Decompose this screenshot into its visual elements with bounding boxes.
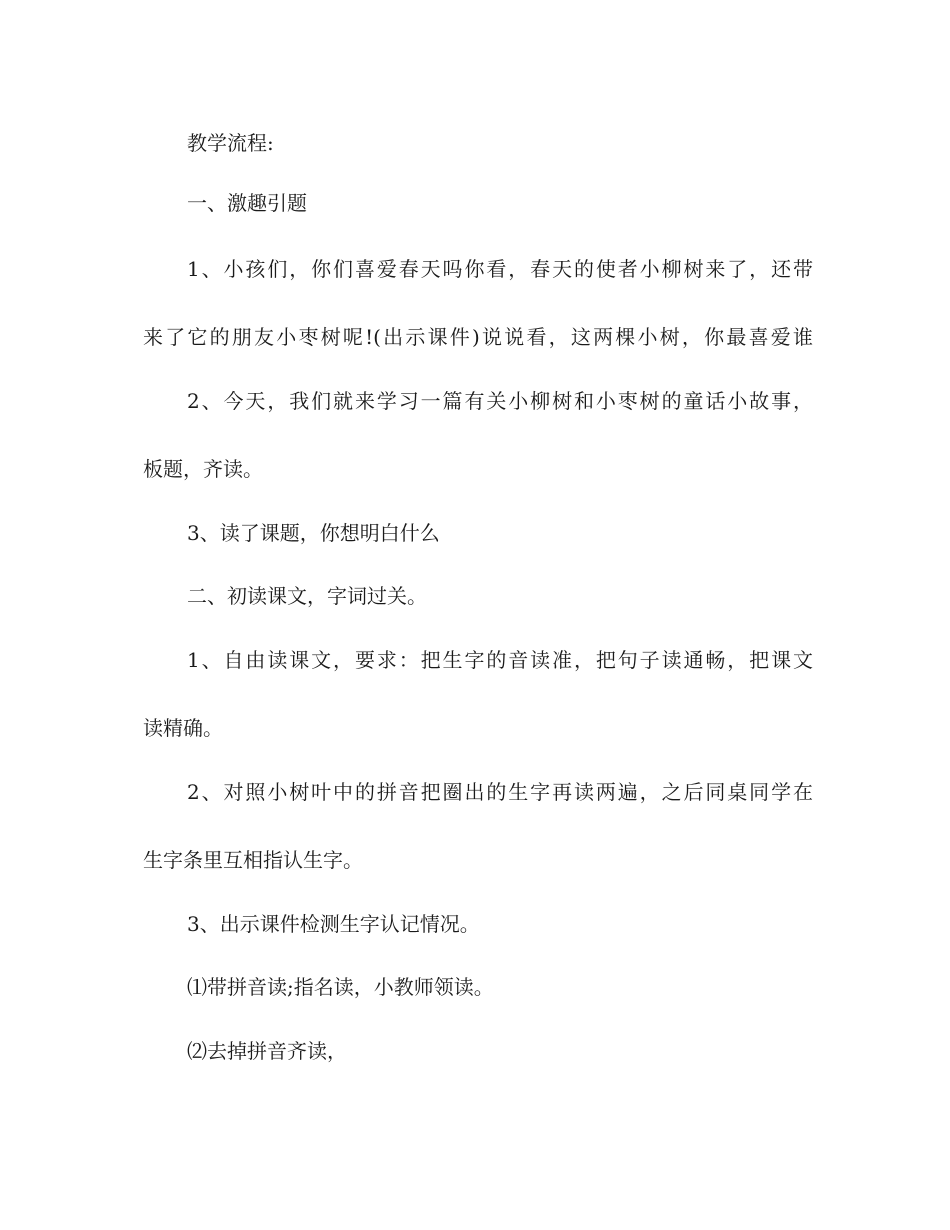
paragraph-line: 1、小孩们，你们喜爱春天吗你看，春天的使者小柳树来了，还带 bbox=[187, 257, 813, 281]
paragraph-line: 2、对照小树叶中的拼音把圈出的生字再读两遍，之后同桌同学在 bbox=[187, 780, 813, 804]
paragraph-line: ⑵去掉拼音齐读， bbox=[187, 1039, 347, 1063]
paragraph-line: 3、出示课件检测生字认记情况。 bbox=[187, 912, 480, 936]
paragraph-line: 3、读了课题，你想明白什么 bbox=[187, 521, 440, 545]
paragraph-line: ⑴带拼音读;指名读，小教师领读。 bbox=[187, 975, 494, 999]
section-two-heading: 二、初读课文，字词过关。 bbox=[187, 584, 427, 608]
paragraph-line: 生字条里互相指认生字。 bbox=[143, 848, 363, 872]
paragraph-line: 读精确。 bbox=[143, 716, 223, 740]
paragraph-line: 2、今天，我们就来学习一篇有关小柳树和小枣树的童话小故事， bbox=[187, 389, 813, 413]
paragraph-line: 板题，齐读。 bbox=[143, 457, 263, 481]
paragraph-line: 来了它的朋友小枣树呢!(出示课件)说说看，这两棵小树，你最喜爱谁 bbox=[143, 325, 813, 349]
section-one-heading: 一、激趣引题 bbox=[187, 191, 307, 215]
teaching-process-heading: 教学流程: bbox=[187, 131, 274, 155]
paragraph-line: 1、自由读课文，要求：把生字的音读准，把句子读通畅，把课文 bbox=[187, 648, 813, 672]
